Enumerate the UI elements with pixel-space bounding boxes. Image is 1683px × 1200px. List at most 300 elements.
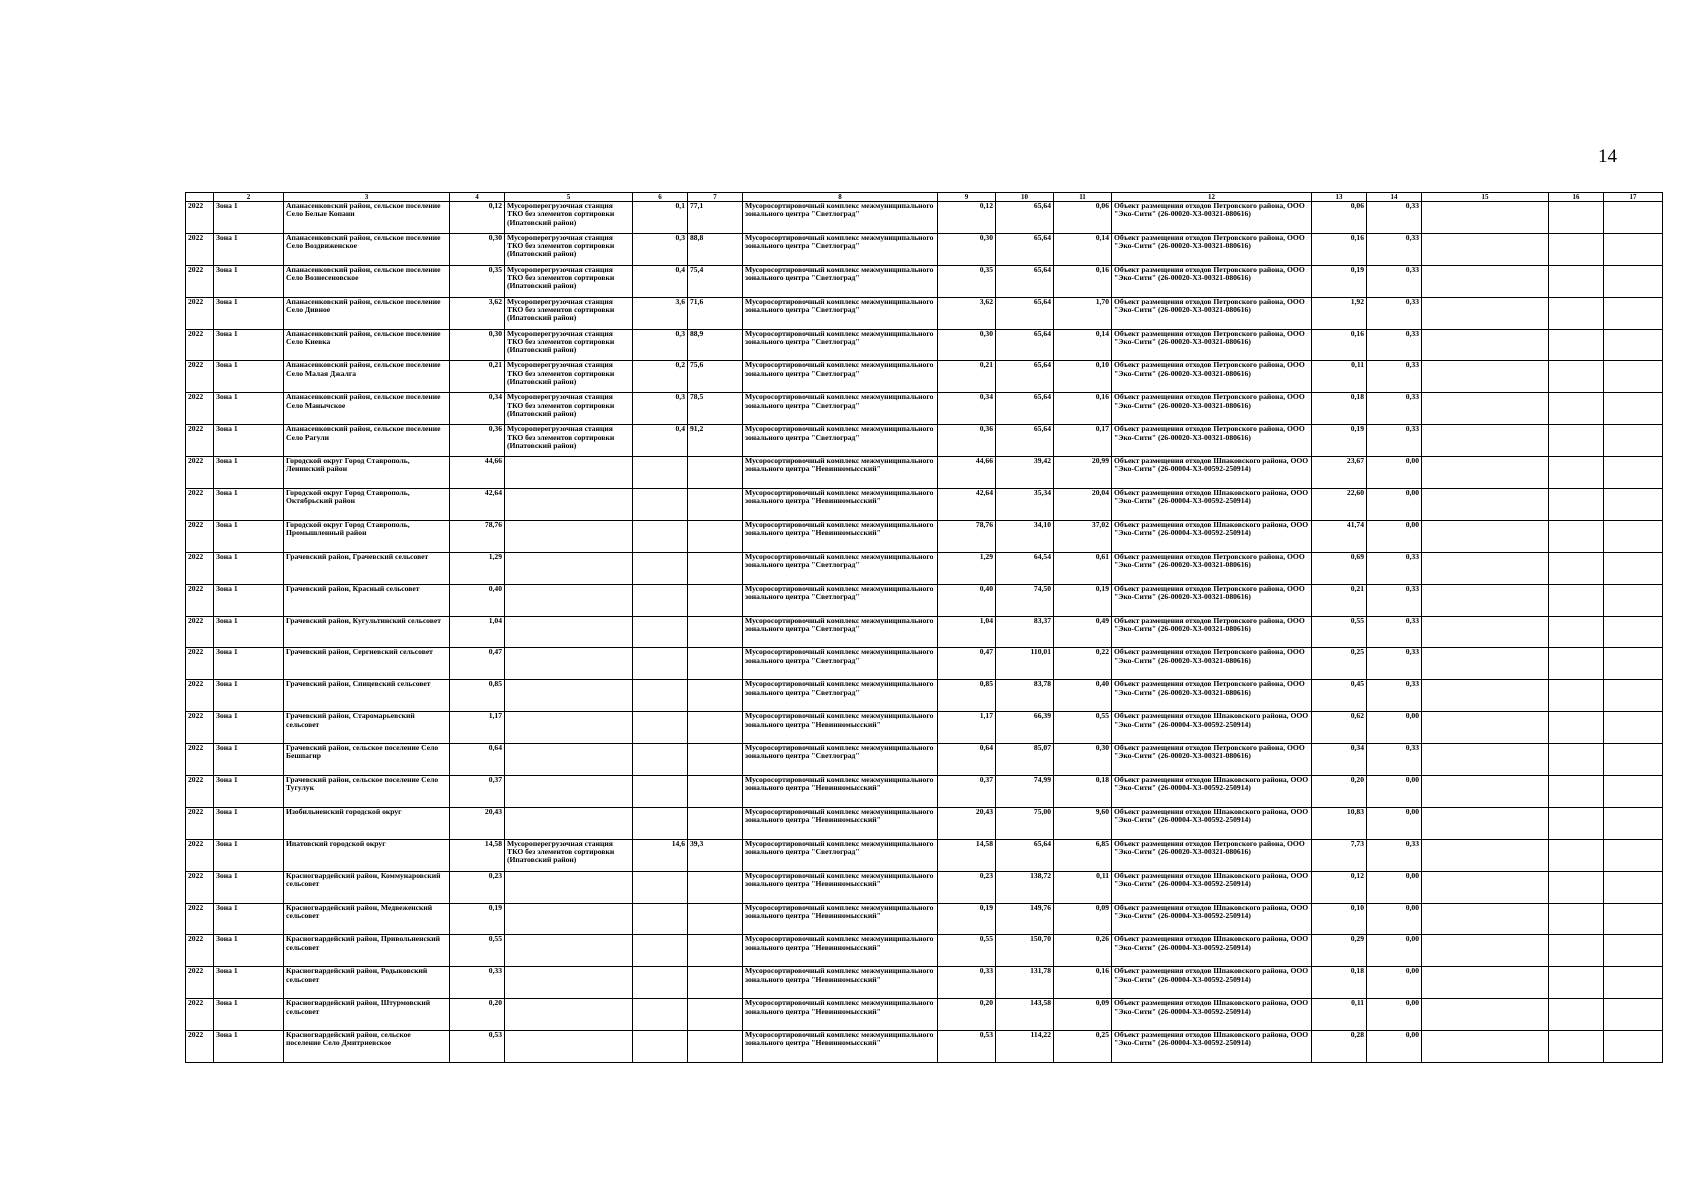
- complex-distance-cell: 39,42: [996, 457, 1054, 489]
- residue-mass-cell: 0,14: [1054, 329, 1112, 361]
- zone-cell: Зона 1: [214, 616, 284, 648]
- col16-cell: [1549, 871, 1604, 903]
- complex-distance-cell: 75,00: [996, 807, 1054, 839]
- municipality-cell: Городской округ Город Ставрополь, Ленинский район: [284, 457, 450, 489]
- station-mass-cell: [633, 871, 688, 903]
- col16-cell: [1549, 776, 1604, 808]
- transfer-station-cell: [505, 744, 633, 776]
- municipality-cell: Грачевский район, Сергиевский сельсовет: [284, 648, 450, 680]
- residue-mass-cell: 0,09: [1054, 999, 1112, 1031]
- col16-cell: [1549, 202, 1604, 234]
- disposal-site-cell: Объект размещения отходов Петровского района, ООО "Эко-Сити" (26-00020-Х3-00321-080616): [1112, 552, 1312, 584]
- col15-cell: [1422, 903, 1549, 935]
- station-mass-cell: [633, 457, 688, 489]
- station-distance-cell: [688, 712, 743, 744]
- column-number-12: 12: [1112, 193, 1312, 202]
- zone-cell: Зона 1: [214, 871, 284, 903]
- waste-mass-cell: 1,29: [450, 552, 505, 584]
- waste-mass-cell: 0,19: [450, 903, 505, 935]
- waste-mass-cell: 0,53: [450, 1031, 505, 1063]
- complex-mass-cell: 0,53: [938, 1031, 996, 1063]
- table-row: [186, 999, 1663, 1031]
- year-cell: 2022: [186, 903, 214, 935]
- col16-cell: [1549, 807, 1604, 839]
- station-mass-cell: [633, 967, 688, 999]
- zone-cell: Зона 1: [214, 1031, 284, 1063]
- column-number-row: [186, 193, 1663, 202]
- complex-mass-cell: 0,36: [938, 425, 996, 457]
- disposal-site-cell: Объект размещения отходов Шпаковского района, ООО "Эко-Сити" (26-00004-Х3-00592-250914): [1112, 807, 1312, 839]
- station-mass-cell: [633, 616, 688, 648]
- disposal-site-cell: Объект размещения отходов Петровского района, ООО "Эко-Сити" (26-00020-Х3-00321-080616): [1112, 839, 1312, 871]
- col15-cell: [1422, 999, 1549, 1031]
- table-row: [186, 616, 1663, 648]
- col17-cell: [1604, 489, 1663, 521]
- station-distance-cell: 75,4: [688, 265, 743, 297]
- station-mass-cell: [633, 935, 688, 967]
- complex-distance-cell: 65,64: [996, 425, 1054, 457]
- col13-cell: 0,21: [1312, 584, 1367, 616]
- station-mass-cell: [633, 489, 688, 521]
- waste-mass-cell: 0,37: [450, 776, 505, 808]
- station-distance-cell: 88,8: [688, 233, 743, 265]
- complex-distance-cell: 110,01: [996, 648, 1054, 680]
- zone-cell: Зона 1: [214, 776, 284, 808]
- residue-mass-cell: 0,09: [1054, 903, 1112, 935]
- complex-distance-cell: 65,64: [996, 265, 1054, 297]
- col15-cell: [1422, 265, 1549, 297]
- station-mass-cell: 0,3: [633, 393, 688, 425]
- col13-cell: 0,45: [1312, 680, 1367, 712]
- year-cell: 2022: [186, 680, 214, 712]
- complex-distance-cell: 65,64: [996, 839, 1054, 871]
- residue-mass-cell: 0,17: [1054, 425, 1112, 457]
- complex-mass-cell: 3,62: [938, 297, 996, 329]
- col15-cell: [1422, 297, 1549, 329]
- residue-mass-cell: 0,10: [1054, 361, 1112, 393]
- zone-cell: Зона 1: [214, 648, 284, 680]
- complex-mass-cell: 0,30: [938, 233, 996, 265]
- year-cell: 2022: [186, 839, 214, 871]
- complex-mass-cell: 0,21: [938, 361, 996, 393]
- waste-mass-cell: 42,64: [450, 489, 505, 521]
- residue-mass-cell: 20,04: [1054, 489, 1112, 521]
- col14-cell: 0,33: [1367, 393, 1422, 425]
- table-row: [186, 233, 1663, 265]
- complex-mass-cell: 0,55: [938, 935, 996, 967]
- col17-cell: [1604, 839, 1663, 871]
- year-cell: 2022: [186, 329, 214, 361]
- complex-mass-cell: 0,35: [938, 265, 996, 297]
- residue-mass-cell: 0,16: [1054, 393, 1112, 425]
- year-cell: 2022: [186, 552, 214, 584]
- table-row: [186, 457, 1663, 489]
- col13-cell: 7,73: [1312, 839, 1367, 871]
- station-distance-cell: [688, 457, 743, 489]
- col13-cell: 0,11: [1312, 361, 1367, 393]
- station-mass-cell: 0,2: [633, 361, 688, 393]
- residue-mass-cell: 0,40: [1054, 680, 1112, 712]
- waste-mass-cell: 0,12: [450, 202, 505, 234]
- municipality-cell: Красногвардейский район, Привольненский сельсовет: [284, 935, 450, 967]
- col17-cell: [1604, 680, 1663, 712]
- col14-cell: 0,00: [1367, 871, 1422, 903]
- zone-cell: Зона 1: [214, 552, 284, 584]
- column-number-11: 11: [1054, 193, 1112, 202]
- col17-cell: [1604, 425, 1663, 457]
- municipality-cell: Грачевский район, сельское поселение Село Бешпагир: [284, 744, 450, 776]
- station-mass-cell: [633, 903, 688, 935]
- col17-cell: [1604, 903, 1663, 935]
- disposal-site-cell: Объект размещения отходов Петровского района, ООО "Эко-Сити" (26-00020-Х3-00321-080616): [1112, 297, 1312, 329]
- station-distance-cell: 71,6: [688, 297, 743, 329]
- complex-mass-cell: 20,43: [938, 807, 996, 839]
- col13-cell: 0,34: [1312, 744, 1367, 776]
- station-mass-cell: [633, 999, 688, 1031]
- col16-cell: [1549, 584, 1604, 616]
- transfer-station-cell: [505, 1031, 633, 1063]
- sorting-complex-cell: Мусоросортировочный комплекс межмуниципального зонального центра "Светлоград": [743, 329, 938, 361]
- table-row: [186, 393, 1663, 425]
- sorting-complex-cell: Мусоросортировочный комплекс межмуниципального зонального центра "Невинномысский": [743, 807, 938, 839]
- col15-cell: [1422, 202, 1549, 234]
- col15-cell: [1422, 393, 1549, 425]
- complex-mass-cell: 0,30: [938, 329, 996, 361]
- complex-distance-cell: 65,64: [996, 233, 1054, 265]
- year-cell: 2022: [186, 202, 214, 234]
- zone-cell: Зона 1: [214, 744, 284, 776]
- col16-cell: [1549, 520, 1604, 552]
- station-mass-cell: [633, 776, 688, 808]
- col15-cell: [1422, 871, 1549, 903]
- waste-mass-cell: 0,36: [450, 425, 505, 457]
- col17-cell: [1604, 584, 1663, 616]
- complex-distance-cell: 150,70: [996, 935, 1054, 967]
- complex-distance-cell: 64,54: [996, 552, 1054, 584]
- disposal-site-cell: Объект размещения отходов Шпаковского района, ООО "Эко-Сити" (26-00004-Х3-00592-250914): [1112, 457, 1312, 489]
- complex-mass-cell: 0,47: [938, 648, 996, 680]
- sorting-complex-cell: Мусоросортировочный комплекс межмуниципального зонального центра "Невинномысский": [743, 871, 938, 903]
- transfer-station-cell: [505, 999, 633, 1031]
- station-distance-cell: [688, 648, 743, 680]
- col16-cell: [1549, 265, 1604, 297]
- col14-cell: 0,33: [1367, 265, 1422, 297]
- zone-cell: Зона 1: [214, 839, 284, 871]
- station-mass-cell: [633, 680, 688, 712]
- complex-mass-cell: 78,76: [938, 520, 996, 552]
- col16-cell: [1549, 1031, 1604, 1063]
- sorting-complex-cell: Мусоросортировочный комплекс межмуниципального зонального центра "Невинномысский": [743, 776, 938, 808]
- zone-cell: Зона 1: [214, 457, 284, 489]
- col15-cell: [1422, 616, 1549, 648]
- column-number-15: 15: [1422, 193, 1549, 202]
- complex-mass-cell: 0,33: [938, 967, 996, 999]
- col16-cell: [1549, 329, 1604, 361]
- zone-cell: Зона 1: [214, 233, 284, 265]
- col16-cell: [1549, 552, 1604, 584]
- disposal-site-cell: Объект размещения отходов Петровского района, ООО "Эко-Сити" (26-00020-Х3-00321-080616): [1112, 202, 1312, 234]
- sorting-complex-cell: Мусоросортировочный комплекс межмуниципального зонального центра "Невинномысский": [743, 935, 938, 967]
- transfer-station-cell: [505, 967, 633, 999]
- column-number-4: 4: [450, 193, 505, 202]
- col13-cell: 0,16: [1312, 329, 1367, 361]
- column-number-2: 2: [214, 193, 284, 202]
- residue-mass-cell: 0,19: [1054, 584, 1112, 616]
- complex-distance-cell: 65,64: [996, 393, 1054, 425]
- station-distance-cell: 91,2: [688, 425, 743, 457]
- disposal-site-cell: Объект размещения отходов Шпаковского района, ООО "Эко-Сити" (26-00004-Х3-00592-250914): [1112, 712, 1312, 744]
- year-cell: 2022: [186, 712, 214, 744]
- column-number-10: 10: [996, 193, 1054, 202]
- year-cell: 2022: [186, 807, 214, 839]
- table-row: [186, 520, 1663, 552]
- complex-mass-cell: 42,64: [938, 489, 996, 521]
- waste-mass-cell: 0,21: [450, 361, 505, 393]
- complex-mass-cell: 44,66: [938, 457, 996, 489]
- sorting-complex-cell: Мусоросортировочный комплекс межмуниципального зонального центра "Светлоград": [743, 297, 938, 329]
- transfer-station-cell: Мусороперегрузочная станция ТКО без элементов сортировки (Ипатовский район): [505, 202, 633, 234]
- col14-cell: 0,33: [1367, 425, 1422, 457]
- municipality-cell: Апанасенковский район, сельское поселение Село Киевка: [284, 329, 450, 361]
- station-distance-cell: [688, 520, 743, 552]
- col17-cell: [1604, 648, 1663, 680]
- transfer-station-cell: [505, 648, 633, 680]
- zone-cell: Зона 1: [214, 935, 284, 967]
- station-mass-cell: [633, 552, 688, 584]
- col16-cell: [1549, 489, 1604, 521]
- residue-mass-cell: 0,49: [1054, 616, 1112, 648]
- col16-cell: [1549, 839, 1604, 871]
- station-mass-cell: 0,4: [633, 265, 688, 297]
- zone-cell: Зона 1: [214, 584, 284, 616]
- sorting-complex-cell: Мусоросортировочный комплекс межмуниципального зонального центра "Светлоград": [743, 233, 938, 265]
- col14-cell: 0,00: [1367, 1031, 1422, 1063]
- residue-mass-cell: 0,30: [1054, 744, 1112, 776]
- col17-cell: [1604, 361, 1663, 393]
- transfer-station-cell: [505, 903, 633, 935]
- col16-cell: [1549, 903, 1604, 935]
- waste-mass-cell: 0,85: [450, 680, 505, 712]
- column-number-8: 8: [743, 193, 938, 202]
- disposal-site-cell: Объект размещения отходов Петровского района, ООО "Эко-Сити" (26-00020-Х3-00321-080616): [1112, 648, 1312, 680]
- municipality-cell: Апанасенковский район, сельское поселение Село Воздвиженское: [284, 233, 450, 265]
- transfer-station-cell: Мусороперегрузочная станция ТКО без элементов сортировки (Ипатовский район): [505, 393, 633, 425]
- disposal-site-cell: Объект размещения отходов Петровского района, ООО "Эко-Сити" (26-00020-Х3-00321-080616): [1112, 744, 1312, 776]
- col15-cell: [1422, 744, 1549, 776]
- col17-cell: [1604, 871, 1663, 903]
- complex-mass-cell: 0,40: [938, 584, 996, 616]
- complex-mass-cell: 0,85: [938, 680, 996, 712]
- waste-mass-cell: 0,55: [450, 935, 505, 967]
- col17-cell: [1604, 329, 1663, 361]
- zone-cell: Зона 1: [214, 903, 284, 935]
- zone-cell: Зона 1: [214, 361, 284, 393]
- residue-mass-cell: 0,26: [1054, 935, 1112, 967]
- complex-distance-cell: 131,78: [996, 967, 1054, 999]
- complex-distance-cell: 34,10: [996, 520, 1054, 552]
- complex-mass-cell: 1,17: [938, 712, 996, 744]
- year-cell: 2022: [186, 648, 214, 680]
- col14-cell: 0,33: [1367, 552, 1422, 584]
- sorting-complex-cell: Мусоросортировочный комплекс межмуниципального зонального центра "Светлоград": [743, 552, 938, 584]
- col17-cell: [1604, 999, 1663, 1031]
- col17-cell: [1604, 202, 1663, 234]
- municipality-cell: Апанасенковский район, сельское поселение Село Вознесеновское: [284, 265, 450, 297]
- waste-mass-cell: 3,62: [450, 297, 505, 329]
- col15-cell: [1422, 1031, 1549, 1063]
- col15-cell: [1422, 520, 1549, 552]
- station-distance-cell: [688, 903, 743, 935]
- complex-mass-cell: 1,04: [938, 616, 996, 648]
- col14-cell: 0,33: [1367, 584, 1422, 616]
- residue-mass-cell: 6,85: [1054, 839, 1112, 871]
- complex-distance-cell: 83,78: [996, 680, 1054, 712]
- column-number-16: 16: [1549, 193, 1604, 202]
- station-mass-cell: 0,4: [633, 425, 688, 457]
- sorting-complex-cell: Мусоросортировочный комплекс межмуниципального зонального центра "Невинномысский": [743, 967, 938, 999]
- complex-distance-cell: 74,50: [996, 584, 1054, 616]
- col15-cell: [1422, 776, 1549, 808]
- col17-cell: [1604, 935, 1663, 967]
- col14-cell: 0,33: [1367, 329, 1422, 361]
- col13-cell: 0,16: [1312, 233, 1367, 265]
- zone-cell: Зона 1: [214, 329, 284, 361]
- complex-distance-cell: 83,37: [996, 616, 1054, 648]
- table-row: [186, 744, 1663, 776]
- transfer-station-cell: [505, 520, 633, 552]
- station-mass-cell: [633, 807, 688, 839]
- col16-cell: [1549, 680, 1604, 712]
- transfer-station-cell: [505, 807, 633, 839]
- table-row: [186, 361, 1663, 393]
- sorting-complex-cell: Мусоросортировочный комплекс межмуниципального зонального центра "Светлоград": [743, 265, 938, 297]
- complex-distance-cell: 65,64: [996, 297, 1054, 329]
- station-mass-cell: 0,3: [633, 329, 688, 361]
- disposal-site-cell: Объект размещения отходов Петровского района, ООО "Эко-Сити" (26-00020-Х3-00321-080616): [1112, 233, 1312, 265]
- residue-mass-cell: 0,55: [1054, 712, 1112, 744]
- column-number-3: 3: [284, 193, 450, 202]
- residue-mass-cell: 20,99: [1054, 457, 1112, 489]
- table-row: [186, 776, 1663, 808]
- disposal-site-cell: Объект размещения отходов Петровского района, ООО "Эко-Сити" (26-00020-Х3-00321-080616): [1112, 329, 1312, 361]
- disposal-site-cell: Объект размещения отходов Петровского района, ООО "Эко-Сити" (26-00020-Х3-00321-080616): [1112, 584, 1312, 616]
- col16-cell: [1549, 616, 1604, 648]
- col16-cell: [1549, 712, 1604, 744]
- col14-cell: 0,33: [1367, 680, 1422, 712]
- station-distance-cell: [688, 616, 743, 648]
- col17-cell: [1604, 520, 1663, 552]
- col14-cell: 0,33: [1367, 744, 1422, 776]
- zone-cell: Зона 1: [214, 265, 284, 297]
- complex-distance-cell: 138,72: [996, 871, 1054, 903]
- complex-distance-cell: 149,76: [996, 903, 1054, 935]
- col14-cell: 0,00: [1367, 967, 1422, 999]
- table-row: [186, 329, 1663, 361]
- col15-cell: [1422, 361, 1549, 393]
- col15-cell: [1422, 712, 1549, 744]
- table-row: [186, 297, 1663, 329]
- col13-cell: 0,18: [1312, 393, 1367, 425]
- complex-mass-cell: 0,34: [938, 393, 996, 425]
- column-number-5: 5: [505, 193, 633, 202]
- col15-cell: [1422, 680, 1549, 712]
- transfer-station-cell: Мусороперегрузочная станция ТКО без элементов сортировки (Ипатовский район): [505, 329, 633, 361]
- sorting-complex-cell: Мусоросортировочный комплекс межмуниципального зонального центра "Невинномысский": [743, 712, 938, 744]
- residue-mass-cell: 0,11: [1054, 871, 1112, 903]
- waste-mass-cell: 0,20: [450, 999, 505, 1031]
- disposal-site-cell: Объект размещения отходов Петровского района, ООО "Эко-Сити" (26-00020-Х3-00321-080616): [1112, 680, 1312, 712]
- disposal-site-cell: Объект размещения отходов Шпаковского района, ООО "Эко-Сити" (26-00004-Х3-00592-250914): [1112, 935, 1312, 967]
- year-cell: 2022: [186, 489, 214, 521]
- station-distance-cell: 88,9: [688, 329, 743, 361]
- transfer-station-cell: [505, 489, 633, 521]
- table-row: [186, 680, 1663, 712]
- zone-cell: Зона 1: [214, 393, 284, 425]
- municipality-cell: Грачевский район, Старомарьевский сельсовет: [284, 712, 450, 744]
- col16-cell: [1549, 935, 1604, 967]
- col13-cell: 0,20: [1312, 776, 1367, 808]
- col16-cell: [1549, 361, 1604, 393]
- transfer-station-cell: [505, 871, 633, 903]
- col14-cell: 0,33: [1367, 361, 1422, 393]
- residue-mass-cell: 37,02: [1054, 520, 1112, 552]
- station-distance-cell: [688, 776, 743, 808]
- table-row: [186, 584, 1663, 616]
- transfer-station-cell: [505, 616, 633, 648]
- col16-cell: [1549, 744, 1604, 776]
- col16-cell: [1549, 999, 1604, 1031]
- col16-cell: [1549, 648, 1604, 680]
- col15-cell: [1422, 807, 1549, 839]
- municipality-cell: Апанасенковский район, сельское поселение Село Малая Джалга: [284, 361, 450, 393]
- transfer-station-cell: Мусороперегрузочная станция ТКО без элементов сортировки (Ипатовский район): [505, 425, 633, 457]
- complex-mass-cell: 0,37: [938, 776, 996, 808]
- sorting-complex-cell: Мусоросортировочный комплекс межмуниципального зонального центра "Невинномысский": [743, 457, 938, 489]
- year-cell: 2022: [186, 616, 214, 648]
- page-number: 14: [1598, 146, 1617, 167]
- station-distance-cell: [688, 552, 743, 584]
- residue-mass-cell: 0,22: [1054, 648, 1112, 680]
- col17-cell: [1604, 616, 1663, 648]
- station-distance-cell: [688, 489, 743, 521]
- disposal-site-cell: Объект размещения отходов Шпаковского района, ООО "Эко-Сити" (26-00004-Х3-00592-250914): [1112, 489, 1312, 521]
- col15-cell: [1422, 584, 1549, 616]
- waste-mass-cell: 0,35: [450, 265, 505, 297]
- col13-cell: 0,10: [1312, 903, 1367, 935]
- col13-cell: 0,06: [1312, 202, 1367, 234]
- complex-mass-cell: 0,20: [938, 999, 996, 1031]
- station-mass-cell: 14,6: [633, 839, 688, 871]
- col13-cell: 23,67: [1312, 457, 1367, 489]
- year-cell: 2022: [186, 265, 214, 297]
- table-row: [186, 648, 1663, 680]
- station-distance-cell: [688, 967, 743, 999]
- year-cell: 2022: [186, 744, 214, 776]
- residue-mass-cell: 1,70: [1054, 297, 1112, 329]
- col17-cell: [1604, 807, 1663, 839]
- col13-cell: 0,28: [1312, 1031, 1367, 1063]
- column-number-9: 9: [938, 193, 996, 202]
- col17-cell: [1604, 776, 1663, 808]
- station-distance-cell: [688, 871, 743, 903]
- col13-cell: 0,29: [1312, 935, 1367, 967]
- col15-cell: [1422, 648, 1549, 680]
- year-cell: 2022: [186, 297, 214, 329]
- transfer-station-cell: Мусороперегрузочная станция ТКО без элементов сортировки (Ипатовский район): [505, 265, 633, 297]
- col13-cell: 1,92: [1312, 297, 1367, 329]
- zone-cell: Зона 1: [214, 202, 284, 234]
- disposal-site-cell: Объект размещения отходов Петровского района, ООО "Эко-Сити" (26-00020-Х3-00321-080616): [1112, 425, 1312, 457]
